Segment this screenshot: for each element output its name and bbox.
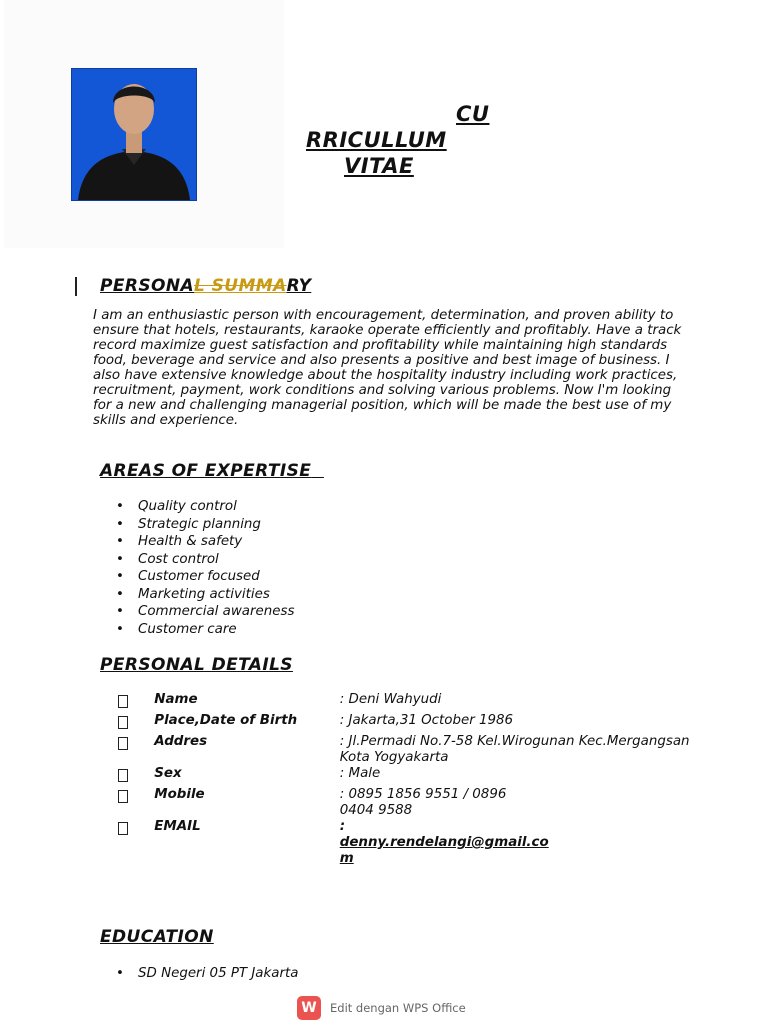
email-link[interactable]: denny.rendelangi@gmail.com xyxy=(339,835,549,866)
list-item: • Cost control xyxy=(116,551,294,569)
checkbox-icon xyxy=(118,787,154,819)
detail-label-sex: Sex xyxy=(154,766,182,781)
wps-edit-label: Edit dengan WPS Office xyxy=(330,1001,466,1015)
summary-heading-tracked: L SUMMA xyxy=(194,276,287,296)
detail-label-mobile: Mobile xyxy=(154,787,205,802)
expertise-heading xyxy=(100,461,324,481)
list-item: • Marketing activities xyxy=(116,586,294,604)
person-portrait-icon xyxy=(72,69,196,200)
cv-title-line3: VITAE xyxy=(344,154,414,178)
wps-logo-icon: W xyxy=(297,996,321,1020)
detail-value-name: : Deni Wahyudi xyxy=(339,692,442,707)
list-item: • Customer focused xyxy=(116,568,294,586)
table-row xyxy=(118,766,718,787)
table-row xyxy=(118,819,718,867)
wps-edit-button[interactable] xyxy=(297,996,466,1020)
profile-photo xyxy=(72,69,196,200)
education-list xyxy=(116,965,298,983)
details-heading: PERSONAL DETAILS xyxy=(100,655,293,675)
summary-heading-part1: PERSONA xyxy=(100,276,195,296)
detail-label-birth: Place,Date of Birth xyxy=(154,713,298,728)
list-item: • Commercial awareness xyxy=(116,603,294,621)
summary-text: I am an enthusiastic person with encouragement, determination, and proven ability to ensure that hotels, restaurants, karaoke operate efficiently and profitably. Have a track record maximize guest satisfaction and profitability while maintaining high standards food, beverage and service and also presents a positive and best image of business. I also have extensive knowledge about the hospitality industry including work practices, recruitment, payment, work conditions and solving various problems. Now I'm looking for a new and challenging managerial position, which will be made the best use of my skills and experience. xyxy=(93,308,682,428)
table-row xyxy=(118,734,718,766)
list-item: • SD Negeri 05 PT Jakarta xyxy=(116,965,298,983)
detail-value-birth: : Jakarta,31 October 1986 xyxy=(339,713,514,728)
checkbox-icon xyxy=(118,766,154,787)
summary-heading xyxy=(100,276,311,296)
table-row xyxy=(118,787,718,819)
detail-value-email-cell xyxy=(340,819,718,867)
detail-label-name: Name xyxy=(154,692,198,707)
list-item: • Quality control xyxy=(116,498,294,516)
checkbox-icon xyxy=(118,819,154,867)
detail-label-email: EMAIL xyxy=(154,819,201,834)
expertise-list xyxy=(116,498,294,638)
detail-value-address: : Jl.Permadi No.7-58 Kel.Wirogunan Kec.Mergangsan Kota Yogyakarta xyxy=(339,734,690,765)
list-item: • Health & safety xyxy=(116,533,294,551)
cv-title-line1: CU xyxy=(456,102,490,126)
expertise-heading-text: AREAS OF EXPERTISE xyxy=(100,461,312,481)
education-heading: EDUCATION xyxy=(100,927,214,947)
detail-value-mobile xyxy=(340,787,718,819)
list-item: • Strategic planning xyxy=(116,516,294,534)
email-colon: : xyxy=(339,819,346,834)
cv-title-line2: RRICULLUM xyxy=(306,128,447,152)
detail-label-address: Addres xyxy=(154,734,208,749)
table-row xyxy=(118,713,718,734)
mobile-text: : 0895 1856 9551 / 0896 0404 9588 xyxy=(339,787,507,818)
table-row xyxy=(118,692,718,713)
text-cursor xyxy=(75,277,77,296)
summary-heading-part3: RY xyxy=(286,276,312,296)
checkbox-icon xyxy=(118,713,154,734)
checkbox-icon xyxy=(118,734,154,766)
checkbox-icon xyxy=(118,692,154,713)
detail-value-sex: : Male xyxy=(339,766,381,781)
list-item: • Customer care xyxy=(116,621,294,639)
personal-details-table xyxy=(118,692,718,867)
